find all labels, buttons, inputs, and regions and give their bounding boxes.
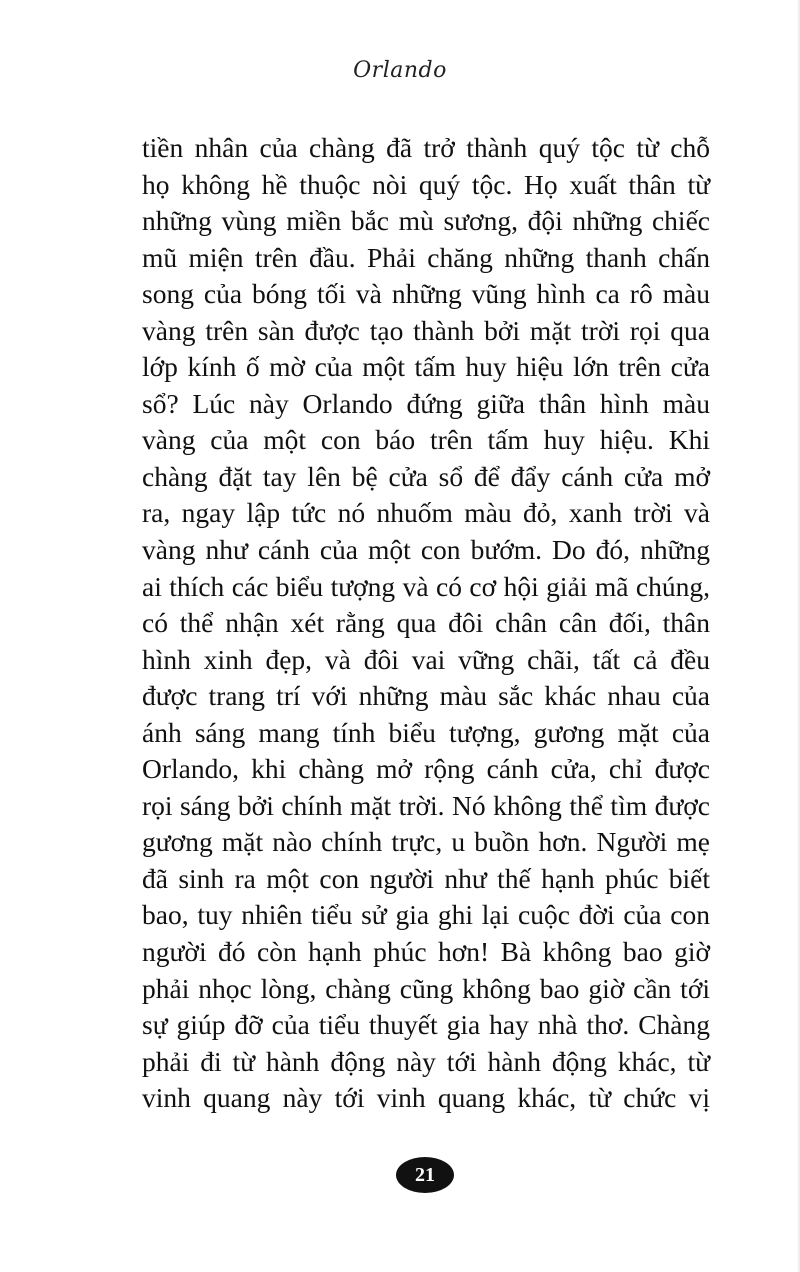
text-line xyxy=(142,1080,710,1117)
text-line-content: tiền nhân của chàng đã trở thành quý tộc từ chỗ xyxy=(142,132,710,163)
text-line-content: vàng của một con báo trên tấm huy hiệu. Khi xyxy=(142,424,710,456)
page-number-badge: 21 xyxy=(396,1157,454,1193)
text-line xyxy=(142,349,710,386)
text-line xyxy=(142,532,710,569)
text-line-content: ai thích các biểu tượng và có cơ hội giải mã chúng, xyxy=(142,570,710,602)
text-line-content: có thể nhận xét rằng qua đôi chân cân đối, thân xyxy=(142,607,710,639)
text-line xyxy=(142,1007,710,1044)
text-line xyxy=(142,130,710,167)
text-line-content: được trang trí với những màu sắc khác nhau của xyxy=(142,680,710,712)
text-line xyxy=(142,203,710,240)
text-line xyxy=(142,240,710,277)
text-line xyxy=(142,459,710,496)
text-line xyxy=(142,422,710,459)
text-line xyxy=(142,276,710,313)
text-line xyxy=(142,313,710,350)
text-line xyxy=(142,678,710,715)
text-line-content: những vùng miền bắc mù sương, đội những chiếc xyxy=(142,205,710,237)
text-line-content: phải đi từ hành động này tới hành động khác, từ xyxy=(142,1045,710,1077)
text-line-content: họ không hề thuộc nòi quý tộc. Họ xuất thân từ xyxy=(142,168,710,200)
text-line-content: phải nhọc lòng, chàng cũng không bao giờ cần tới xyxy=(142,972,710,1004)
text-line-content: ra, ngay lập tức nó nhuốm màu đỏ, xanh trời và xyxy=(142,497,710,529)
text-line-content: đã sinh ra một con người như thế hạnh phúc biết xyxy=(142,862,710,894)
text-line xyxy=(142,569,710,606)
text-line-content: hình xinh đẹp, và đôi vai vững chãi, tất cả đều xyxy=(142,643,710,675)
text-line xyxy=(142,897,710,934)
text-line-content: bao, tuy nhiên tiểu sử gia ghi lại cuộc đời của con xyxy=(142,899,710,931)
text-line-content: Orlando, khi chàng mở rộng cánh cửa, chỉ được xyxy=(142,753,710,785)
text-line xyxy=(142,715,710,752)
text-line-content: vàng trên sàn được tạo thành bởi mặt trời rọi qua xyxy=(142,314,710,346)
text-line xyxy=(142,824,710,861)
text-line-content: ánh sáng mang tính biểu tượng, gương mặt của xyxy=(142,716,710,748)
text-line xyxy=(142,751,710,788)
text-line-content: rọi sáng bởi chính mặt trời. Nó không thể tìm được xyxy=(142,789,710,821)
text-line-content: lớp kính ố mờ của một tấm huy hiệu lớn trên cửa xyxy=(142,351,710,383)
text-line xyxy=(142,642,710,679)
text-line-content: vàng như cánh của một con bướm. Do đó, những xyxy=(142,534,710,566)
text-line-content: chàng đặt tay lên bệ cửa sổ để đẩy cánh cửa mở xyxy=(142,460,710,492)
running-head-title: Orlando xyxy=(353,58,447,83)
text-line xyxy=(142,971,710,1008)
text-line xyxy=(142,788,710,825)
text-line xyxy=(142,605,710,642)
text-line-content: người đó còn hạnh phúc hơn! Bà không bao giờ xyxy=(142,936,710,968)
text-line-content: sổ? Lúc này Orlando đứng giữa thân hình màu xyxy=(142,387,710,419)
text-line xyxy=(142,934,710,971)
text-line-content: mũ miện trên đầu. Phải chăng những thanh chấn xyxy=(142,241,710,273)
text-line-content: gương mặt nào chính trực, u buồn hơn. Người mẹ xyxy=(142,826,710,858)
body-text xyxy=(142,130,710,1117)
text-line xyxy=(142,495,710,532)
text-line-content: vinh quang này tới vinh quang khác, từ chức vị xyxy=(142,1082,710,1114)
text-line xyxy=(142,1044,710,1081)
text-line-content: sự giúp đỡ của tiểu thuyết gia hay nhà thơ. Chàng xyxy=(142,1009,710,1041)
text-line xyxy=(142,861,710,898)
text-line xyxy=(142,167,710,204)
text-line xyxy=(142,386,710,423)
text-line-content: song của bóng tối và những vũng hình ca rô màu xyxy=(142,278,710,310)
